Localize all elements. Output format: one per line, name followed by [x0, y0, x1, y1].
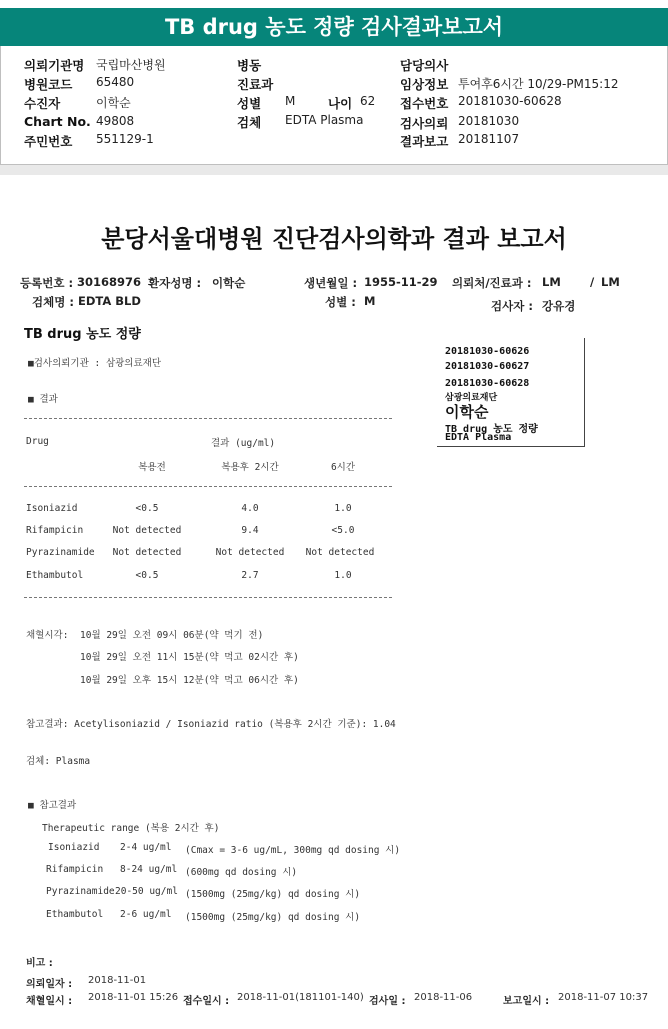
result-heading: ■ 결과 [28, 394, 58, 405]
clinical-info-label: 임상정보 [400, 77, 449, 92]
specimen-line: 검체: Plasma [26, 756, 91, 767]
ward-label: 병동 [237, 58, 262, 73]
hospital-code-value: 65480 [96, 75, 135, 89]
receipt-no-label: 접수번호 [400, 96, 449, 111]
doctor-label: 담당의사 [400, 58, 449, 73]
report-time-value: 2018-11-07 10:37 [558, 992, 649, 1003]
table-rule-bottom [24, 597, 392, 598]
therapeutic-drug: Pyrazinamide [46, 886, 115, 897]
report-sex-value: M [364, 294, 376, 308]
row-pre: <0.5 [135, 570, 159, 581]
specimen-label: 검체 [237, 115, 262, 130]
sex-value: M [285, 94, 296, 108]
row-6h: 1.0 [334, 570, 352, 581]
receipt-no-value: 20181030-60628 [458, 94, 562, 108]
row-2h: 9.4 [241, 525, 259, 536]
row-2h: 2.7 [241, 570, 259, 581]
therapeutic-drug: Ethambutol [46, 909, 104, 920]
tester-value: 강유경 [542, 299, 576, 313]
therapeutic-note: (Cmax = 3-6 ug/mL, 300mg qd dosing 시) [185, 845, 401, 856]
row-pre: Not detected [112, 547, 182, 558]
col-header-2h: 복용후 2시간 [221, 462, 279, 473]
patient-label: 수진자 [24, 96, 61, 111]
row-drug: Ethambutol [26, 570, 84, 581]
therapeutic-note: (600mg qd dosing 시) [185, 867, 298, 878]
sampling-label: 채혈시각: [26, 630, 69, 641]
report-time-label: 보고일시 : [503, 996, 550, 1007]
patient-value: 이학순 [96, 96, 131, 110]
reg-no-label: 등록번호 : [20, 276, 74, 290]
report-sex-label: 성별 : [325, 295, 356, 309]
label-specimen: EDTA Plasma [445, 432, 512, 443]
col-header-pre: 복용전 [138, 462, 166, 473]
reference-heading: ■ 참고결과 [28, 800, 77, 811]
row-6h: Not detected [305, 547, 375, 558]
resident-no-value: 551129-1 [96, 132, 154, 146]
therapeutic-range: 20-50 ug/ml [115, 886, 178, 897]
therapeutic-range: 8-24 ug/ml [120, 864, 178, 875]
remarks-label: 비고 : [26, 958, 53, 969]
test-date-value: 2018-11-06 [414, 992, 473, 1003]
therapeutic-note: (1500mg (25mg/kg) qd dosing 시) [185, 889, 361, 900]
row-6h: 1.0 [334, 503, 352, 514]
request-date-label: 검사의뢰 [400, 116, 449, 131]
specimen-name-label: 검체명 : [32, 295, 74, 309]
sampling-time: 10월 29일 오전 11시 15분(약 먹고 02시간 후) [80, 652, 299, 663]
table-rule-mid [24, 486, 392, 487]
specimen-name-value: EDTA BLD [78, 294, 141, 308]
institution-value: 국립마산병원 [96, 58, 166, 72]
therapeutic-title: Therapeutic range (복용 2시간 후) [42, 823, 220, 834]
age-value: 62 [360, 94, 376, 108]
receipt-time-label: 접수일시 : [183, 996, 230, 1007]
test-date-label: 검사일 : [369, 996, 406, 1007]
report-date-label: 결과보고 [400, 134, 449, 149]
request-date-label: 의뢰일자 : [26, 979, 73, 990]
patient-name-value: 이학순 [212, 276, 246, 290]
report-date-value: 20181107 [458, 132, 520, 146]
reference-result: 참고결과: Acetylisoniazid / Isoniazid ratio (복용후 2시간 기준): 1.04 [26, 719, 396, 730]
result-column-header: 결과 (ug/ml) [211, 438, 276, 449]
section-divider [0, 165, 668, 175]
table-rule-top [24, 418, 392, 419]
label-receipt-no: 20181030-60626 [445, 346, 530, 357]
specimen-value: EDTA Plasma [285, 113, 364, 127]
requester-label: 의뢰처/진료과 : [452, 276, 532, 290]
department-label: 진료과 [237, 77, 274, 92]
dob-value: 1955-11-29 [364, 275, 438, 289]
label-patient-name: 이학순 [445, 403, 489, 421]
clinical-info-value: 투여후6시간 10/29-PM15:12 [458, 77, 619, 91]
col-header-6h: 6시간 [330, 462, 356, 473]
row-pre: Not detected [112, 525, 182, 536]
report-title: 분당서울대병원 진단검사의학과 결과 보고서 [101, 225, 567, 253]
chart-no-value: 49808 [96, 114, 135, 128]
row-drug: Pyrazinamide [26, 547, 95, 558]
institution-label: 의뢰기관명 [24, 58, 85, 73]
chart-no-label: Chart No. [24, 114, 91, 129]
request-date-value: 2018-11-01 [88, 975, 147, 986]
sex-label: 성별 [237, 96, 262, 111]
patient-name-label: 환자성명 : [148, 276, 202, 290]
test-section-title: TB drug 농도 정량 [24, 327, 141, 342]
label-test: TB drug 농도 정량 [445, 424, 538, 435]
therapeutic-drug: Rifampicin [46, 864, 104, 875]
row-drug: Isoniazid [26, 503, 78, 514]
therapeutic-note: (1500mg (25mg/kg) qd dosing 시) [185, 912, 361, 923]
row-2h: Not detected [215, 547, 285, 558]
lab-line: ■검사의뢰기관 : 삼광의료재단 [28, 358, 162, 369]
drug-column-header: Drug [26, 436, 49, 447]
therapeutic-range: 2-4 ug/ml [120, 842, 172, 853]
row-6h: <5.0 [331, 525, 355, 536]
row-2h: 4.0 [241, 503, 259, 514]
therapeutic-drug: Isoniazid [48, 842, 100, 853]
row-pre: <0.5 [135, 503, 159, 514]
sampling-time: 10월 29일 오후 15시 12분(약 먹고 06시간 후) [80, 675, 299, 686]
label-receipt-no: 20181030-60627 [445, 361, 530, 372]
label-org: 삼광의료재단 [445, 393, 498, 403]
label-receipt-no: 20181030-60628 [445, 378, 530, 389]
sampling-time: 10월 29일 오전 09시 06분(약 먹기 전) [80, 630, 264, 641]
tester-label: 검사자 : [491, 299, 533, 313]
age-label: 나이 [328, 96, 353, 111]
reg-no-value: 30168976 [77, 275, 142, 289]
therapeutic-range: 2-6 ug/ml [120, 909, 172, 920]
header-title: TB drug 농도 정량 검사결과보고서 [164, 15, 504, 39]
draw-time-label: 채혈일시 : [26, 996, 73, 1007]
requester-value-2: LM [601, 275, 620, 289]
dob-label: 생년월일 : [304, 276, 358, 290]
receipt-time-value: 2018-11-01(181101-140) [237, 992, 364, 1003]
requester-value: LM [542, 275, 561, 289]
requester-separator: / [590, 275, 595, 289]
row-drug: Rifampicin [26, 525, 84, 536]
resident-no-label: 주민번호 [24, 134, 73, 149]
draw-time-value: 2018-11-01 15:26 [88, 992, 179, 1003]
request-date-value: 20181030 [458, 114, 520, 128]
hospital-code-label: 병원코드 [24, 77, 73, 92]
